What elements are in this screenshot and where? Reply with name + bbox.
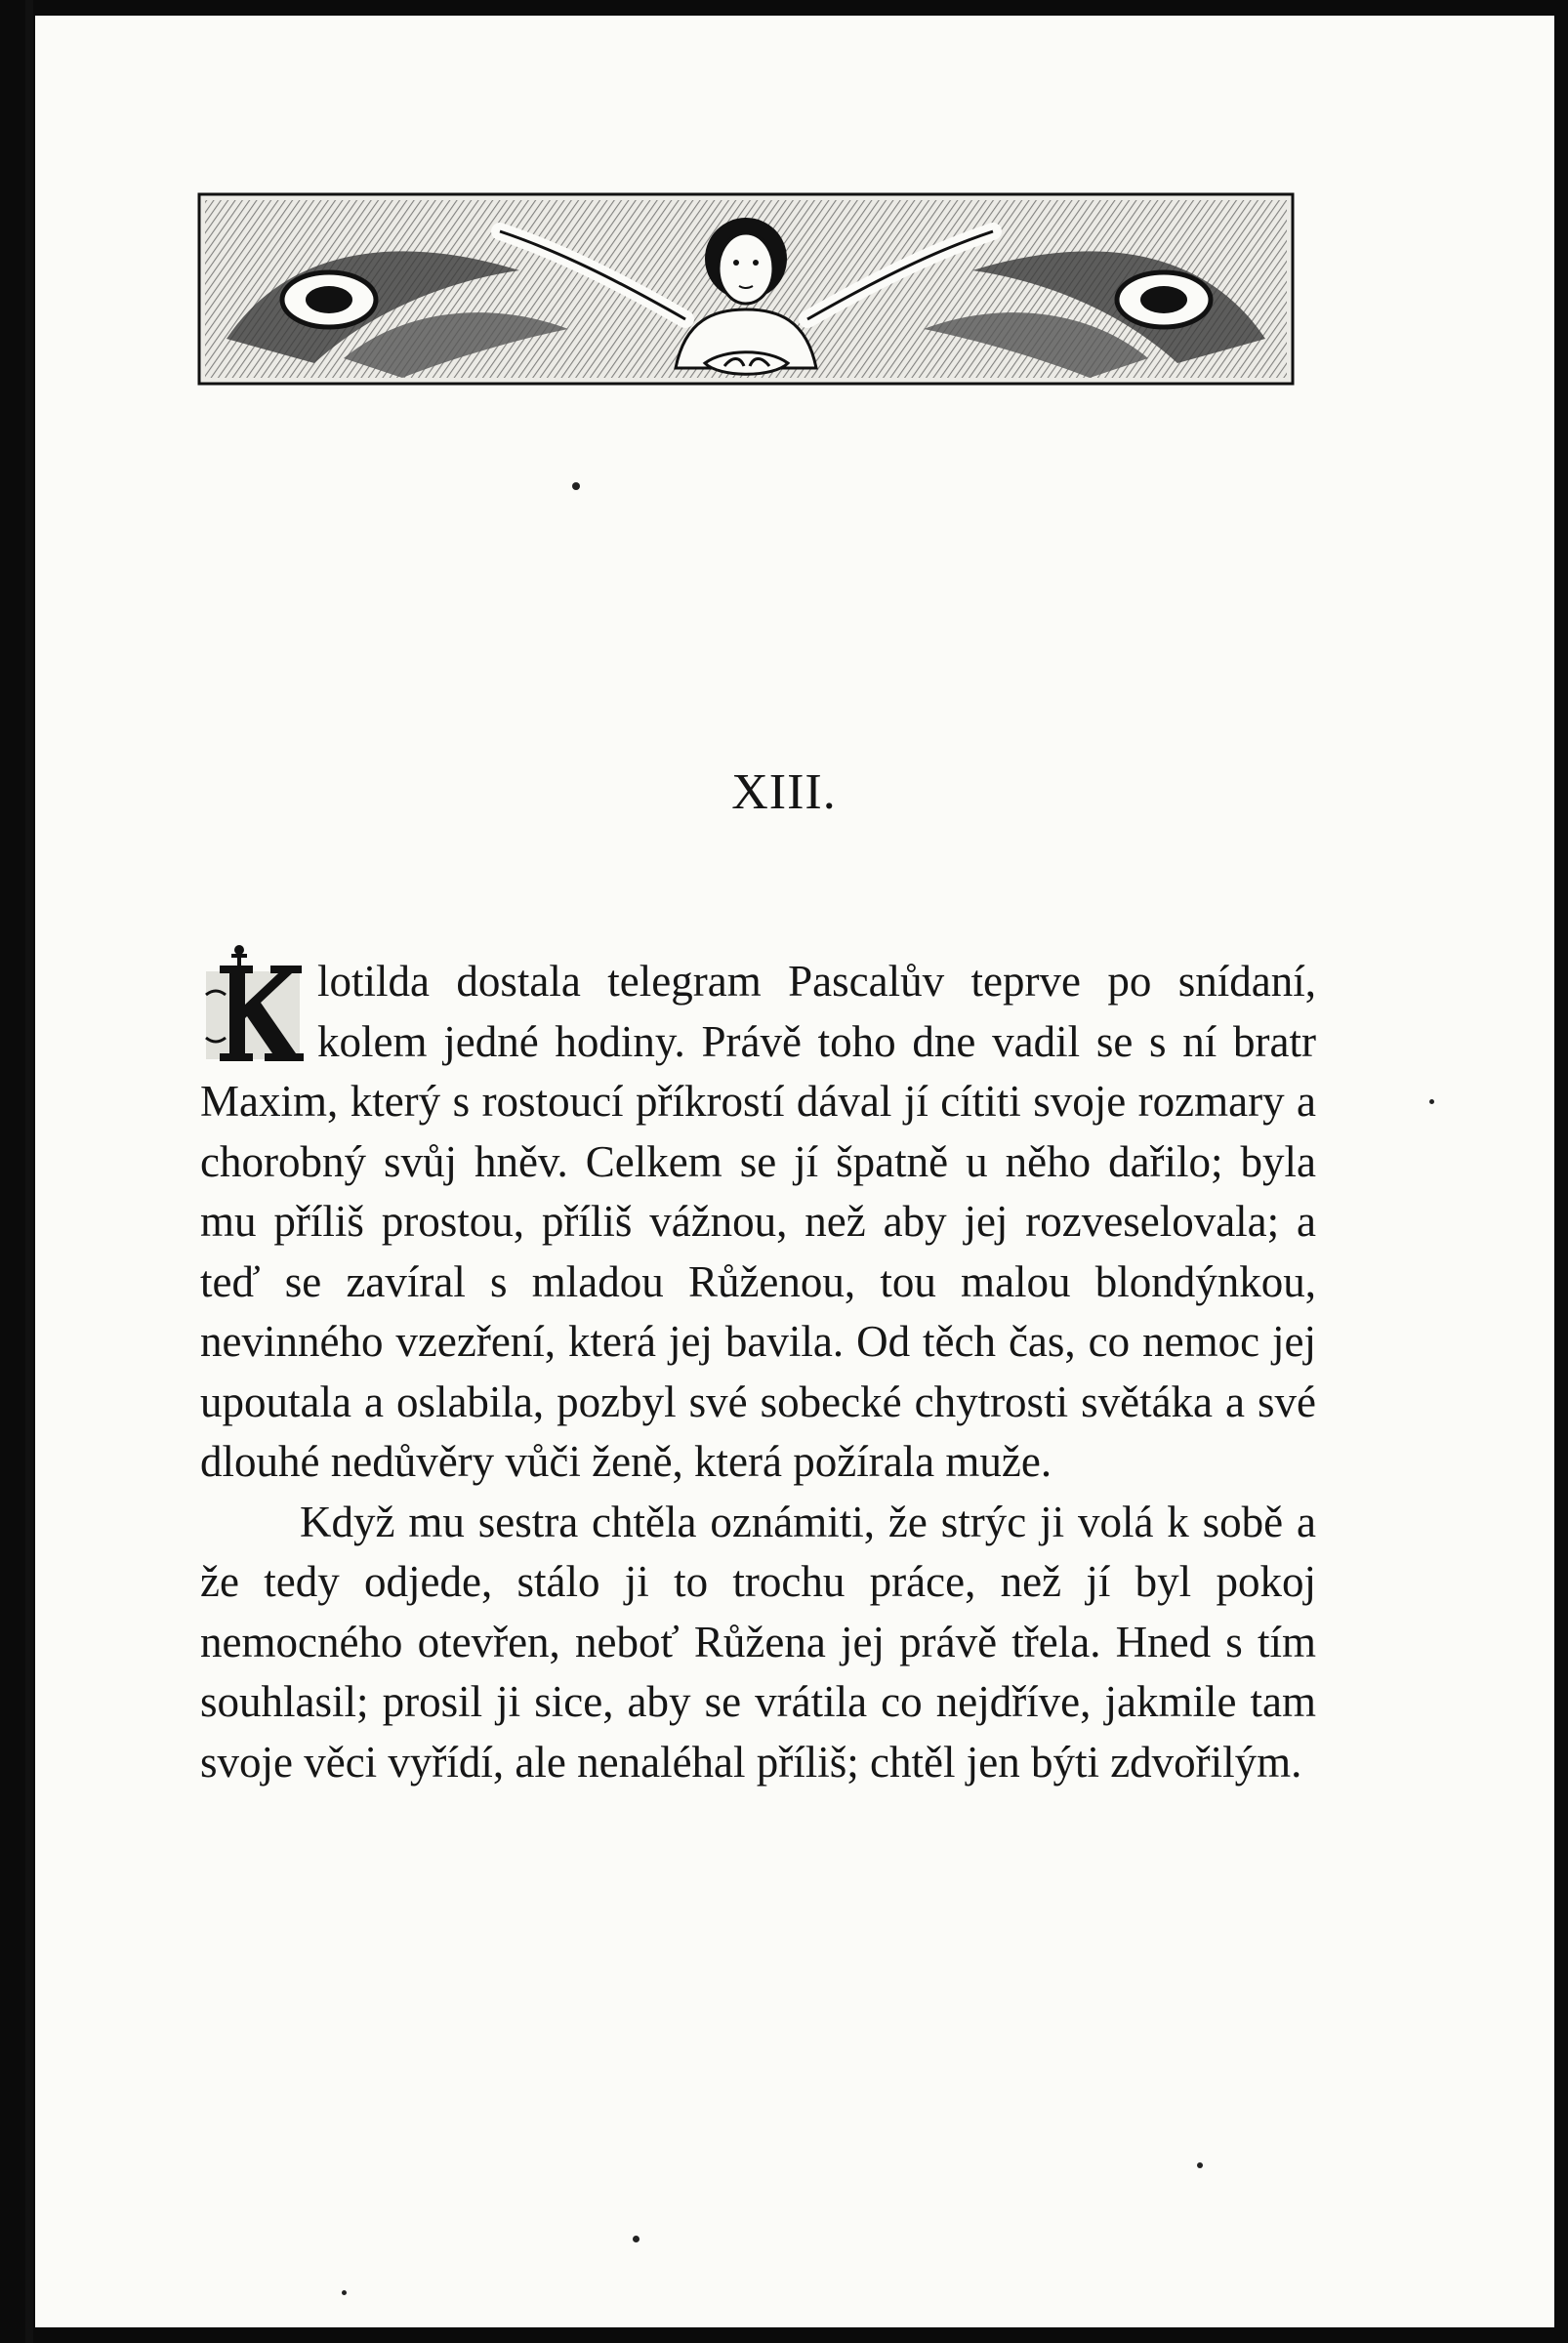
page-edge-shadow	[25, 0, 33, 2343]
paragraph: Když mu sestra chtěla oznámiti, že strýc ji volá k sobě a že tedy odjede, stálo ji to trochu práce, než jí byl pokoj nemocného otevřen, neboť Růžena jej právě třela. Hned s tím souhlasil; prosil ji sice, aby se vrátila co nejdříve, jakmile tam svoje věci vyřídí, ale nenaléhal příliš; chtěl jen býti zdvořilým.	[200, 1497, 1316, 1787]
paragraph-text: lotilda dostala telegram Pascalův teprve po snídaní, kolem jedné hodiny. Právě toho dne vadil se s ní bratr Maxim, který s rostoucí příkrostí dával jí cítiti svoje rozmary a chorobný svůj hněv. Celkem se jí špatně u něho dařilo; byla mu příliš prostou, příliš vážnou, než aby jej rozveselovala; a teď se zavíral s mladou Růženou, tou malou blondýnkou, nevinného vzezření, která jej bavila. Od těch čas, co nemoc jej upoutala a oslabila, pozbyl své sobecké chytrosti světáka a své dlouhé nedůvěry vůči ženě, která požírala muže.	[200, 957, 1316, 1486]
ink-speck	[572, 482, 580, 490]
decorative-initial	[196, 944, 313, 1071]
headpiece-ornament	[197, 192, 1295, 386]
paragraph	[200, 952, 1316, 1493]
drop-cap	[200, 952, 309, 1067]
ink-speck	[1197, 2162, 1203, 2168]
ink-speck	[342, 2290, 347, 2295]
ink-speck	[633, 2236, 640, 2242]
ink-speck	[1429, 1099, 1434, 1104]
chapter-number: XIII.	[731, 764, 837, 820]
chapter-body	[200, 952, 1316, 1792]
